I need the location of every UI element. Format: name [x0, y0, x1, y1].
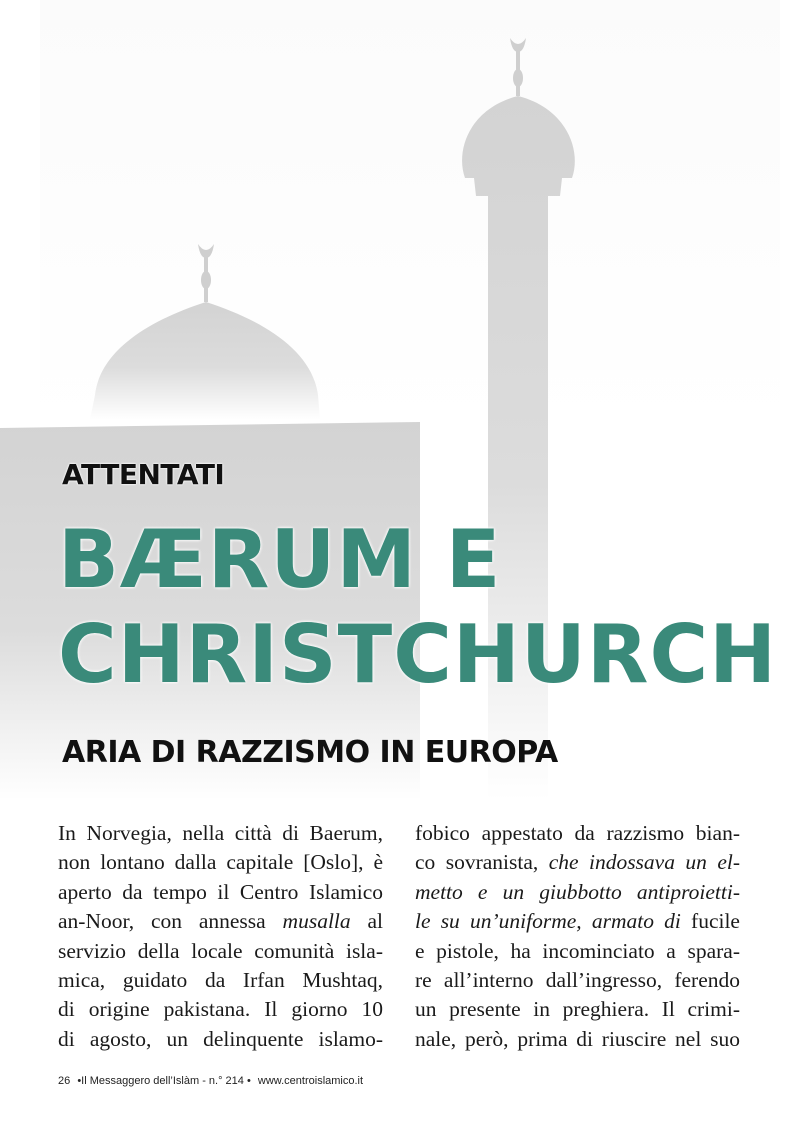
magazine-name: •Il Messaggero dell’Islàm - n.° 214 • — [77, 1075, 251, 1087]
page-title — [58, 512, 777, 702]
text-line: di agosto, un delinquente islamo- — [58, 1026, 383, 1051]
article-column-2 — [415, 819, 740, 1054]
text-run: an-Noor, con annessa — [58, 909, 283, 934]
text-line: In Norvegia, nella città di Baerum, — [58, 821, 383, 845]
text-run: al — [350, 909, 383, 934]
text-line: mica, guidato da Irfan Mushtaq, — [58, 968, 383, 993]
text-line — [415, 907, 740, 936]
text-run: fucile — [680, 909, 740, 934]
article-column-1 — [58, 819, 383, 1054]
page-number: 26 — [58, 1075, 71, 1087]
section-kicker: ATTENTATI — [62, 458, 225, 491]
page-footer — [58, 1075, 367, 1087]
text-line: e pistole, ha incominciato a spara- — [415, 938, 740, 963]
title-line-1: BÆRUM E — [58, 513, 502, 606]
italic-quote-line: metto e un giubbotto antiproietti- — [415, 879, 740, 904]
text-line: di origine pakistana. Il giorno 10 — [58, 997, 383, 1022]
text-line — [415, 848, 740, 877]
title-line-2: CHRISTCHURCH — [58, 608, 778, 701]
italic-quote: le su un’uniforme, armato di — [415, 909, 681, 934]
text-line: servizio della locale comunità isla- — [58, 938, 383, 963]
text-line: fobico appestato da razzismo bian- — [415, 821, 740, 845]
italic-term: musalla — [282, 909, 351, 934]
text-run: co sovranista, — [415, 850, 549, 875]
page-subtitle: ARIA DI RAZZISMO IN EUROPA — [62, 735, 558, 770]
text-line: non lontano dalla capitale [Oslo], è — [58, 850, 383, 875]
text-line: re all’interno dall’ingresso, ferendo — [415, 968, 740, 993]
text-line: aperto da tempo il Centro Islamico — [58, 879, 383, 904]
text-line — [58, 907, 383, 936]
text-line: un presente in preghiera. Il crimi- — [415, 997, 740, 1022]
text-line: nale, però, prima di riuscire nel suo — [415, 1026, 740, 1051]
website-link[interactable]: www.centroislamico.it — [257, 1075, 364, 1087]
italic-quote: che indossava un el- — [548, 850, 740, 875]
